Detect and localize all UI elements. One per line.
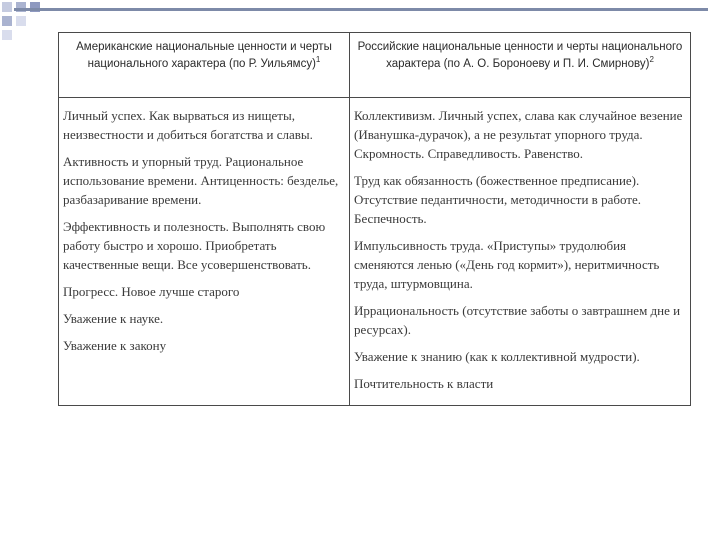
footnote-mark-2: 2 (649, 55, 654, 65)
header-american-text: Американские национальные ценности и черты национального характера (по Р. Уильямсу) (76, 41, 332, 70)
american-values-cell (59, 98, 350, 406)
list-item: Уважение к знанию (как к коллективной мудрости). (354, 349, 640, 364)
list-item: Личный успех. Как вырваться из нищеты, неизвестности и добиться богатства и славы. (63, 108, 313, 142)
list-item: Иррациональность (отсутствие заботы о завтрашнем дне и ресурсах). (354, 303, 681, 337)
header-american (59, 33, 350, 98)
table-row (59, 98, 691, 406)
values-table (58, 32, 691, 406)
list-item: Почтительность к власти (354, 376, 494, 391)
list-item: Уважение к закону (63, 338, 167, 353)
header-row (59, 33, 691, 98)
top-rule (14, 8, 708, 11)
list-item: Труд как обязанность (божественное предписание). Отсутствие педантичности, методичности в работе. Беспечность. (354, 173, 641, 226)
header-russian (350, 33, 691, 98)
list-item: Уважение к науке. (63, 311, 164, 326)
footnote-mark-1: 1 (315, 55, 321, 65)
list-item: Коллективизм. Личный успех, слава как случайное везение (Иванушка-дурачок), а не результат упорного труда. Скромность. Справедливость. Равенство. (354, 108, 683, 161)
russian-values-cell (350, 98, 691, 406)
header-russian-text: Российские национальные ценности и черты национального характера (по А. О. Бороноеву и П. И. Смирнову) (357, 41, 683, 70)
list-item: Прогресс. Новое лучше старого (63, 284, 240, 299)
list-item: Активность и упорный труд. Рациональное использование времени. Антиценность: безделье, разбазаривание времени. (63, 154, 339, 207)
list-item: Эффективность и полезность. Выполнять свою работу быстро и хорошо. Приобретать качественные вещи. Все усовершенствовать. (63, 219, 326, 272)
list-item: Импульсивность труда. «Приступы» трудолюбия сменяются ленью («День год кормит»), неритмичность труда, штурмовщина. (354, 238, 660, 291)
